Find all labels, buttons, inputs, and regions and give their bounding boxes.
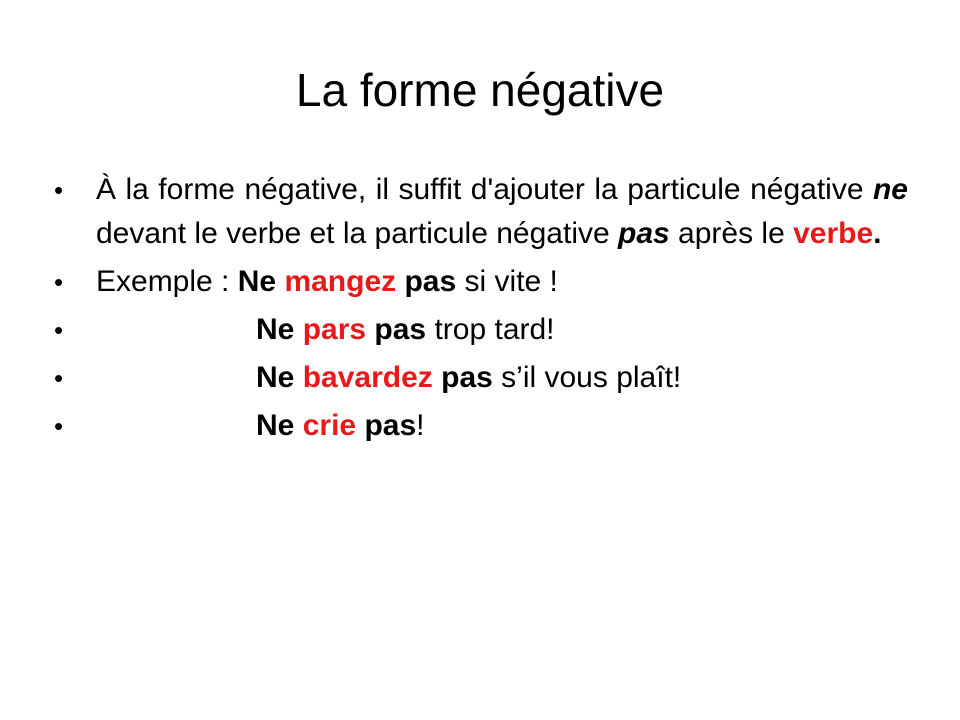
example-rest: ! xyxy=(416,409,425,442)
bullet-dot-icon: • xyxy=(54,175,64,205)
rule-text-3: après le xyxy=(669,217,794,250)
example-prefix: Exemple : xyxy=(96,265,238,298)
example-ne: Ne xyxy=(256,313,295,346)
rule-text-1: À la forme négative, il suffit d'ajouter la particule négative xyxy=(96,173,873,206)
bullet-item-example-1 xyxy=(48,258,908,306)
example-verb: crie xyxy=(302,409,357,442)
example-pas: pas xyxy=(404,265,457,298)
example-ne: Ne xyxy=(256,409,295,442)
bullet-dot-icon: • xyxy=(54,267,64,297)
example-pas: pas xyxy=(441,361,493,394)
bullet-dot-icon: • xyxy=(54,315,64,345)
example-ne: Ne xyxy=(237,265,277,298)
rule-verbe: verbe xyxy=(793,217,874,250)
slide-title: La forme négative xyxy=(295,64,665,116)
rule-pas: pas xyxy=(618,217,670,250)
example-pas: pas xyxy=(374,313,427,346)
bullet-item-rule xyxy=(48,168,908,256)
example-verb: bavardez xyxy=(302,361,433,394)
example-rest: trop tard! xyxy=(426,313,555,346)
example-pas: pas xyxy=(364,409,417,442)
example-rest: s’il vous plaît! xyxy=(492,361,682,394)
rule-text-2: devant le verbe et la particule négative xyxy=(96,217,618,250)
example-rest: si vite ! xyxy=(456,265,558,298)
example-ne: Ne xyxy=(256,361,295,394)
example-verb: pars xyxy=(302,313,367,346)
bullet-item-example-3 xyxy=(48,354,908,402)
bullet-item-example-4 xyxy=(48,402,908,450)
bullet-dot-icon: • xyxy=(54,363,64,393)
example-verb: mangez xyxy=(284,265,397,298)
bullet-dot-icon: • xyxy=(54,411,64,441)
bullet-item-example-2 xyxy=(48,306,908,354)
bullet-list xyxy=(48,168,908,450)
rule-ne: ne xyxy=(872,173,908,206)
rule-dot: . xyxy=(873,217,882,250)
